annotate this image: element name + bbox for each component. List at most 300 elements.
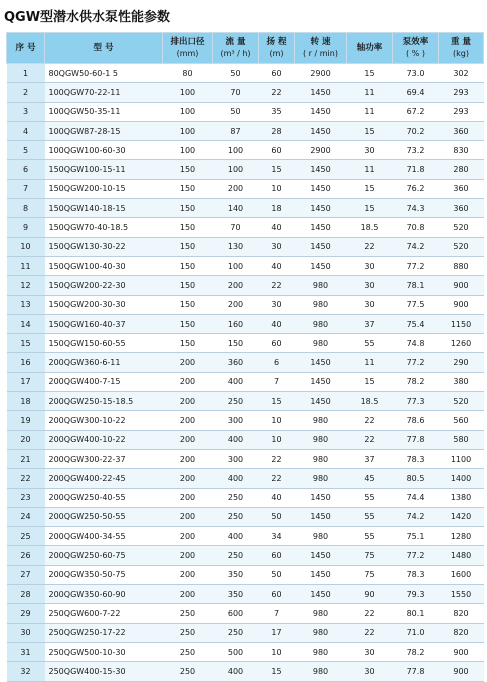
table-row bbox=[7, 83, 484, 102]
cell-efficiency: 77.2 bbox=[393, 256, 439, 275]
cell-outlet: 150 bbox=[163, 179, 213, 198]
cell-model: 100QGW50-35-11 bbox=[45, 102, 163, 121]
cell-outlet: 150 bbox=[163, 160, 213, 179]
cell-power: 30 bbox=[347, 642, 393, 661]
cell-power: 22 bbox=[347, 411, 393, 430]
cell-head: 40 bbox=[259, 488, 295, 507]
cell-weight: 1400 bbox=[439, 469, 484, 488]
cell-weight: 1100 bbox=[439, 449, 484, 468]
cell-no: 20 bbox=[7, 430, 45, 449]
cell-no: 32 bbox=[7, 662, 45, 681]
cell-head: 7 bbox=[259, 604, 295, 623]
cell-model: 150QGW200-30-30 bbox=[45, 295, 163, 314]
cell-outlet: 80 bbox=[163, 64, 213, 83]
cell-no: 25 bbox=[7, 527, 45, 546]
cell-no: 21 bbox=[7, 449, 45, 468]
cell-weight: 900 bbox=[439, 642, 484, 661]
cell-outlet: 200 bbox=[163, 565, 213, 584]
cell-speed: 1450 bbox=[295, 392, 347, 411]
header-head: 扬 程 (m) bbox=[259, 33, 295, 64]
cell-head: 28 bbox=[259, 121, 295, 140]
cell-speed: 1450 bbox=[295, 372, 347, 391]
cell-no: 6 bbox=[7, 160, 45, 179]
cell-no: 29 bbox=[7, 604, 45, 623]
cell-flow: 100 bbox=[213, 256, 259, 275]
cell-head: 35 bbox=[259, 102, 295, 121]
cell-flow: 200 bbox=[213, 179, 259, 198]
cell-outlet: 150 bbox=[163, 256, 213, 275]
cell-model: 200QGW250-60-75 bbox=[45, 546, 163, 565]
cell-no: 16 bbox=[7, 353, 45, 372]
cell-power: 30 bbox=[347, 141, 393, 160]
cell-efficiency: 73.2 bbox=[393, 141, 439, 160]
cell-speed: 980 bbox=[295, 527, 347, 546]
cell-weight: 302 bbox=[439, 64, 484, 83]
cell-outlet: 200 bbox=[163, 546, 213, 565]
table-row bbox=[7, 295, 484, 314]
cell-weight: 830 bbox=[439, 141, 484, 160]
table-row bbox=[7, 604, 484, 623]
cell-speed: 1450 bbox=[295, 353, 347, 372]
cell-flow: 400 bbox=[213, 527, 259, 546]
cell-weight: 380 bbox=[439, 372, 484, 391]
cell-power: 18.5 bbox=[347, 392, 393, 411]
cell-outlet: 150 bbox=[163, 295, 213, 314]
cell-model: 100QGW87-28-15 bbox=[45, 121, 163, 140]
cell-head: 60 bbox=[259, 334, 295, 353]
cell-no: 1 bbox=[7, 64, 45, 83]
cell-flow: 400 bbox=[213, 469, 259, 488]
cell-flow: 70 bbox=[213, 83, 259, 102]
pump-spec-table bbox=[6, 32, 484, 682]
cell-weight: 1600 bbox=[439, 565, 484, 584]
cell-flow: 350 bbox=[213, 585, 259, 604]
cell-model: 200QGW300-10-22 bbox=[45, 411, 163, 430]
cell-efficiency: 71.8 bbox=[393, 160, 439, 179]
cell-speed: 980 bbox=[295, 411, 347, 430]
cell-speed: 1450 bbox=[295, 199, 347, 218]
cell-no: 14 bbox=[7, 314, 45, 333]
cell-speed: 980 bbox=[295, 604, 347, 623]
cell-weight: 360 bbox=[439, 199, 484, 218]
cell-power: 55 bbox=[347, 507, 393, 526]
cell-efficiency: 78.6 bbox=[393, 411, 439, 430]
cell-model: 200QGW250-15-18.5 bbox=[45, 392, 163, 411]
cell-weight: 1420 bbox=[439, 507, 484, 526]
cell-power: 30 bbox=[347, 276, 393, 295]
cell-no: 30 bbox=[7, 623, 45, 642]
table-row bbox=[7, 488, 484, 507]
table-row bbox=[7, 121, 484, 140]
cell-model: 150QGW150-60-55 bbox=[45, 334, 163, 353]
cell-weight: 900 bbox=[439, 295, 484, 314]
cell-model: 250QGW500-10-30 bbox=[45, 642, 163, 661]
cell-speed: 980 bbox=[295, 449, 347, 468]
page-title: QGW型潜水供水泵性能参数 bbox=[4, 10, 171, 25]
cell-speed: 1450 bbox=[295, 256, 347, 275]
cell-no: 31 bbox=[7, 642, 45, 661]
cell-efficiency: 73.0 bbox=[393, 64, 439, 83]
cell-efficiency: 78.2 bbox=[393, 372, 439, 391]
cell-speed: 980 bbox=[295, 295, 347, 314]
cell-power: 11 bbox=[347, 160, 393, 179]
cell-model: 200QGW400-7-15 bbox=[45, 372, 163, 391]
cell-head: 15 bbox=[259, 392, 295, 411]
cell-head: 40 bbox=[259, 218, 295, 237]
cell-flow: 50 bbox=[213, 102, 259, 121]
cell-flow: 87 bbox=[213, 121, 259, 140]
cell-efficiency: 70.8 bbox=[393, 218, 439, 237]
cell-efficiency: 79.3 bbox=[393, 585, 439, 604]
cell-speed: 1450 bbox=[295, 488, 347, 507]
cell-outlet: 200 bbox=[163, 411, 213, 430]
cell-no: 2 bbox=[7, 83, 45, 102]
table-row bbox=[7, 411, 484, 430]
cell-speed: 980 bbox=[295, 642, 347, 661]
cell-model: 150QGW100-15-11 bbox=[45, 160, 163, 179]
cell-flow: 250 bbox=[213, 546, 259, 565]
cell-speed: 1450 bbox=[295, 565, 347, 584]
cell-model: 200QGW400-22-45 bbox=[45, 469, 163, 488]
cell-weight: 360 bbox=[439, 121, 484, 140]
cell-power: 11 bbox=[347, 83, 393, 102]
cell-outlet: 200 bbox=[163, 449, 213, 468]
cell-speed: 1450 bbox=[295, 83, 347, 102]
header-flow: 流 量 (m³ / h) bbox=[213, 33, 259, 64]
header-weight: 重 量 (kg) bbox=[439, 33, 484, 64]
cell-outlet: 250 bbox=[163, 623, 213, 642]
cell-efficiency: 77.3 bbox=[393, 392, 439, 411]
cell-head: 30 bbox=[259, 295, 295, 314]
cell-power: 55 bbox=[347, 334, 393, 353]
cell-weight: 520 bbox=[439, 237, 484, 256]
cell-model: 100QGW100-60-30 bbox=[45, 141, 163, 160]
cell-head: 18 bbox=[259, 199, 295, 218]
cell-power: 75 bbox=[347, 565, 393, 584]
cell-flow: 100 bbox=[213, 141, 259, 160]
table-row bbox=[7, 546, 484, 565]
cell-efficiency: 77.8 bbox=[393, 430, 439, 449]
cell-weight: 280 bbox=[439, 160, 484, 179]
table-row bbox=[7, 64, 484, 83]
cell-speed: 1450 bbox=[295, 507, 347, 526]
cell-no: 5 bbox=[7, 141, 45, 160]
cell-power: 15 bbox=[347, 199, 393, 218]
cell-power: 55 bbox=[347, 527, 393, 546]
cell-flow: 500 bbox=[213, 642, 259, 661]
cell-outlet: 150 bbox=[163, 276, 213, 295]
cell-flow: 130 bbox=[213, 237, 259, 256]
cell-no: 12 bbox=[7, 276, 45, 295]
cell-outlet: 150 bbox=[163, 334, 213, 353]
cell-no: 9 bbox=[7, 218, 45, 237]
cell-model: 150QGW100-40-30 bbox=[45, 256, 163, 275]
cell-weight: 360 bbox=[439, 179, 484, 198]
cell-speed: 980 bbox=[295, 334, 347, 353]
cell-no: 8 bbox=[7, 199, 45, 218]
cell-speed: 980 bbox=[295, 662, 347, 681]
cell-power: 15 bbox=[347, 179, 393, 198]
cell-no: 27 bbox=[7, 565, 45, 584]
cell-efficiency: 78.1 bbox=[393, 276, 439, 295]
cell-speed: 2900 bbox=[295, 141, 347, 160]
cell-head: 22 bbox=[259, 449, 295, 468]
cell-model: 250QGW400-15-30 bbox=[45, 662, 163, 681]
cell-model: 80QGW50-60-1 5 bbox=[45, 64, 163, 83]
cell-power: 30 bbox=[347, 295, 393, 314]
cell-head: 6 bbox=[259, 353, 295, 372]
cell-model: 150QGW70-40-18.5 bbox=[45, 218, 163, 237]
cell-model: 150QGW140-18-15 bbox=[45, 199, 163, 218]
cell-flow: 140 bbox=[213, 199, 259, 218]
cell-flow: 70 bbox=[213, 218, 259, 237]
cell-flow: 400 bbox=[213, 372, 259, 391]
cell-head: 60 bbox=[259, 546, 295, 565]
cell-efficiency: 74.2 bbox=[393, 237, 439, 256]
cell-power: 30 bbox=[347, 662, 393, 681]
cell-model: 250QGW600-7-22 bbox=[45, 604, 163, 623]
cell-efficiency: 71.0 bbox=[393, 623, 439, 642]
cell-outlet: 200 bbox=[163, 353, 213, 372]
cell-efficiency: 77.2 bbox=[393, 353, 439, 372]
cell-power: 37 bbox=[347, 314, 393, 333]
cell-head: 50 bbox=[259, 565, 295, 584]
cell-outlet: 100 bbox=[163, 121, 213, 140]
cell-head: 34 bbox=[259, 527, 295, 546]
table-row bbox=[7, 179, 484, 198]
cell-power: 22 bbox=[347, 237, 393, 256]
cell-no: 11 bbox=[7, 256, 45, 275]
cell-no: 22 bbox=[7, 469, 45, 488]
table-row bbox=[7, 662, 484, 681]
cell-flow: 200 bbox=[213, 295, 259, 314]
cell-speed: 1450 bbox=[295, 585, 347, 604]
header-speed: 转 速 ( r / min) bbox=[295, 33, 347, 64]
cell-efficiency: 74.2 bbox=[393, 507, 439, 526]
table-row bbox=[7, 334, 484, 353]
cell-outlet: 250 bbox=[163, 642, 213, 661]
cell-head: 10 bbox=[259, 179, 295, 198]
cell-head: 15 bbox=[259, 160, 295, 179]
cell-no: 7 bbox=[7, 179, 45, 198]
cell-outlet: 200 bbox=[163, 488, 213, 507]
cell-weight: 1380 bbox=[439, 488, 484, 507]
cell-no: 15 bbox=[7, 334, 45, 353]
header-model: 型 号 bbox=[45, 33, 163, 64]
cell-flow: 300 bbox=[213, 449, 259, 468]
cell-weight: 520 bbox=[439, 218, 484, 237]
cell-outlet: 200 bbox=[163, 527, 213, 546]
cell-flow: 250 bbox=[213, 392, 259, 411]
cell-power: 15 bbox=[347, 64, 393, 83]
cell-power: 11 bbox=[347, 353, 393, 372]
cell-head: 10 bbox=[259, 430, 295, 449]
cell-speed: 980 bbox=[295, 623, 347, 642]
cell-outlet: 200 bbox=[163, 507, 213, 526]
cell-efficiency: 77.5 bbox=[393, 295, 439, 314]
cell-weight: 1280 bbox=[439, 527, 484, 546]
cell-outlet: 250 bbox=[163, 662, 213, 681]
cell-outlet: 150 bbox=[163, 314, 213, 333]
cell-flow: 300 bbox=[213, 411, 259, 430]
table-row bbox=[7, 276, 484, 295]
table-row bbox=[7, 218, 484, 237]
cell-flow: 200 bbox=[213, 276, 259, 295]
cell-speed: 980 bbox=[295, 430, 347, 449]
cell-weight: 820 bbox=[439, 604, 484, 623]
cell-speed: 1450 bbox=[295, 179, 347, 198]
cell-outlet: 150 bbox=[163, 199, 213, 218]
cell-power: 55 bbox=[347, 488, 393, 507]
cell-no: 17 bbox=[7, 372, 45, 391]
cell-power: 15 bbox=[347, 121, 393, 140]
cell-flow: 350 bbox=[213, 565, 259, 584]
cell-flow: 150 bbox=[213, 334, 259, 353]
cell-no: 18 bbox=[7, 392, 45, 411]
cell-outlet: 200 bbox=[163, 430, 213, 449]
cell-speed: 1450 bbox=[295, 160, 347, 179]
cell-model: 200QGW250-50-55 bbox=[45, 507, 163, 526]
cell-head: 60 bbox=[259, 141, 295, 160]
cell-weight: 520 bbox=[439, 392, 484, 411]
cell-efficiency: 80.5 bbox=[393, 469, 439, 488]
cell-efficiency: 76.2 bbox=[393, 179, 439, 198]
cell-head: 60 bbox=[259, 585, 295, 604]
cell-speed: 980 bbox=[295, 314, 347, 333]
cell-efficiency: 78.2 bbox=[393, 642, 439, 661]
cell-no: 13 bbox=[7, 295, 45, 314]
cell-power: 37 bbox=[347, 449, 393, 468]
cell-head: 10 bbox=[259, 411, 295, 430]
cell-flow: 250 bbox=[213, 507, 259, 526]
table-row bbox=[7, 199, 484, 218]
cell-weight: 900 bbox=[439, 276, 484, 295]
cell-flow: 50 bbox=[213, 64, 259, 83]
cell-model: 200QGW300-22-37 bbox=[45, 449, 163, 468]
cell-head: 10 bbox=[259, 642, 295, 661]
cell-efficiency: 74.4 bbox=[393, 488, 439, 507]
header-no: 序 号 bbox=[7, 33, 45, 64]
table-row bbox=[7, 314, 484, 333]
cell-weight: 1260 bbox=[439, 334, 484, 353]
cell-outlet: 250 bbox=[163, 604, 213, 623]
table-row bbox=[7, 565, 484, 584]
cell-model: 200QGW250-40-55 bbox=[45, 488, 163, 507]
table-row bbox=[7, 160, 484, 179]
table-row bbox=[7, 642, 484, 661]
cell-power: 11 bbox=[347, 102, 393, 121]
cell-power: 30 bbox=[347, 256, 393, 275]
table-row bbox=[7, 469, 484, 488]
cell-efficiency: 69.4 bbox=[393, 83, 439, 102]
table-row bbox=[7, 141, 484, 160]
cell-efficiency: 75.1 bbox=[393, 527, 439, 546]
cell-outlet: 200 bbox=[163, 392, 213, 411]
cell-speed: 2900 bbox=[295, 64, 347, 83]
cell-power: 15 bbox=[347, 372, 393, 391]
cell-flow: 400 bbox=[213, 430, 259, 449]
cell-speed: 980 bbox=[295, 469, 347, 488]
table-row bbox=[7, 623, 484, 642]
cell-weight: 1480 bbox=[439, 546, 484, 565]
cell-model: 200QGW400-10-22 bbox=[45, 430, 163, 449]
cell-power: 18.5 bbox=[347, 218, 393, 237]
cell-speed: 1450 bbox=[295, 102, 347, 121]
cell-power: 75 bbox=[347, 546, 393, 565]
table-header bbox=[7, 33, 484, 64]
cell-outlet: 200 bbox=[163, 372, 213, 391]
table-body bbox=[7, 64, 484, 682]
cell-no: 23 bbox=[7, 488, 45, 507]
cell-flow: 250 bbox=[213, 488, 259, 507]
cell-weight: 580 bbox=[439, 430, 484, 449]
table-row bbox=[7, 102, 484, 121]
cell-outlet: 100 bbox=[163, 102, 213, 121]
cell-speed: 1450 bbox=[295, 121, 347, 140]
cell-model: 150QGW200-10-15 bbox=[45, 179, 163, 198]
cell-outlet: 100 bbox=[163, 141, 213, 160]
cell-model: 200QGW400-34-55 bbox=[45, 527, 163, 546]
table-row bbox=[7, 449, 484, 468]
cell-model: 250QGW250-17-22 bbox=[45, 623, 163, 642]
cell-efficiency: 78.3 bbox=[393, 449, 439, 468]
cell-outlet: 100 bbox=[163, 83, 213, 102]
cell-no: 28 bbox=[7, 585, 45, 604]
cell-head: 40 bbox=[259, 256, 295, 275]
cell-model: 200QGW350-50-75 bbox=[45, 565, 163, 584]
table-row bbox=[7, 392, 484, 411]
cell-no: 4 bbox=[7, 121, 45, 140]
cell-head: 40 bbox=[259, 314, 295, 333]
header-outlet: 排出口径 (mm) bbox=[163, 33, 213, 64]
cell-weight: 293 bbox=[439, 83, 484, 102]
cell-no: 24 bbox=[7, 507, 45, 526]
cell-flow: 250 bbox=[213, 623, 259, 642]
table-row bbox=[7, 353, 484, 372]
cell-flow: 400 bbox=[213, 662, 259, 681]
cell-power: 45 bbox=[347, 469, 393, 488]
cell-weight: 1550 bbox=[439, 585, 484, 604]
table-row bbox=[7, 372, 484, 391]
cell-head: 7 bbox=[259, 372, 295, 391]
cell-model: 200QGW350-60-90 bbox=[45, 585, 163, 604]
cell-no: 26 bbox=[7, 546, 45, 565]
cell-efficiency: 74.3 bbox=[393, 199, 439, 218]
cell-head: 22 bbox=[259, 83, 295, 102]
cell-head: 22 bbox=[259, 276, 295, 295]
cell-model: 100QGW70-22-11 bbox=[45, 83, 163, 102]
cell-outlet: 200 bbox=[163, 585, 213, 604]
cell-head: 15 bbox=[259, 662, 295, 681]
cell-no: 10 bbox=[7, 237, 45, 256]
table-row bbox=[7, 507, 484, 526]
cell-head: 22 bbox=[259, 469, 295, 488]
cell-weight: 290 bbox=[439, 353, 484, 372]
header-power: 轴功率 bbox=[347, 33, 393, 64]
cell-power: 22 bbox=[347, 623, 393, 642]
cell-outlet: 200 bbox=[163, 469, 213, 488]
cell-no: 3 bbox=[7, 102, 45, 121]
cell-head: 60 bbox=[259, 64, 295, 83]
cell-speed: 1450 bbox=[295, 546, 347, 565]
cell-head: 30 bbox=[259, 237, 295, 256]
cell-speed: 980 bbox=[295, 276, 347, 295]
cell-efficiency: 70.2 bbox=[393, 121, 439, 140]
cell-power: 22 bbox=[347, 604, 393, 623]
header-efficiency: 泵效率 ( % ) bbox=[393, 33, 439, 64]
cell-weight: 820 bbox=[439, 623, 484, 642]
table-row bbox=[7, 430, 484, 449]
